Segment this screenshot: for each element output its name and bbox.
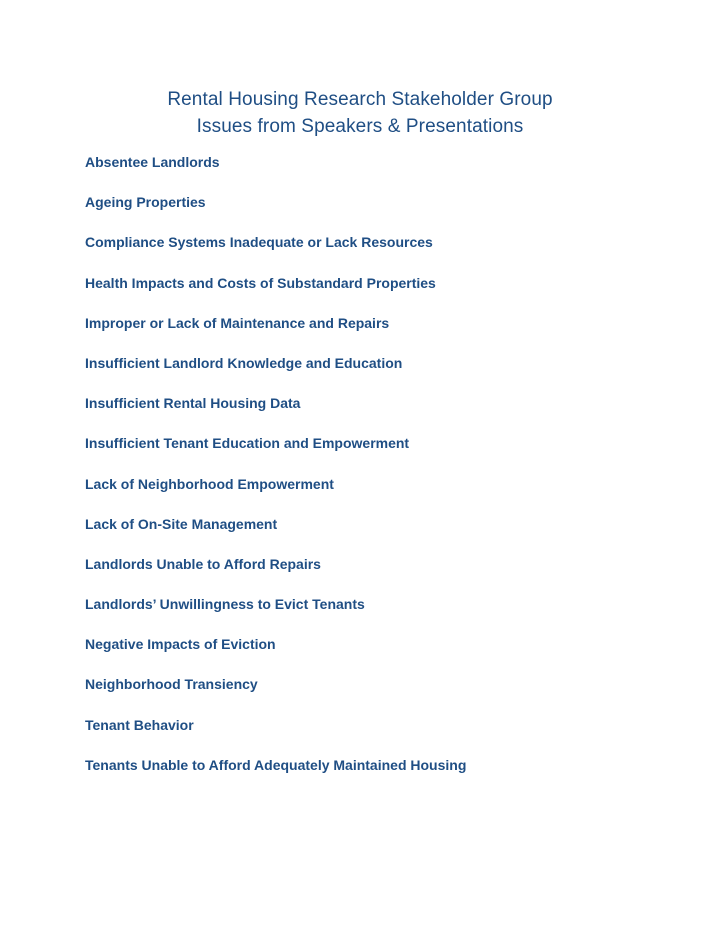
document-title — [0, 86, 720, 140]
issue-item: Improper or Lack of Maintenance and Repairs — [85, 314, 390, 331]
issue-item: Insufficient Tenant Education and Empowerment — [85, 435, 410, 452]
issue-item: Lack of Neighborhood Empowerment — [85, 475, 334, 492]
title-line-2: Issues from Speakers & Presentations — [196, 116, 524, 137]
issue-item: Insufficient Rental Housing Data — [85, 395, 301, 412]
issue-item: Tenants Unable to Afford Adequately Maintained Housing — [85, 756, 467, 773]
issue-item: Negative Impacts of Eviction — [85, 636, 276, 653]
issue-item: Ageing Properties — [85, 194, 206, 211]
issues-list — [85, 154, 466, 797]
issue-item: Insufficient Landlord Knowledge and Education — [85, 354, 403, 371]
issue-item: Neighborhood Transiency — [85, 676, 258, 693]
issue-item: Tenant Behavior — [85, 716, 194, 733]
issue-item: Landlords Unable to Afford Repairs — [85, 555, 321, 572]
issue-item: Compliance Systems Inadequate or Lack Resources — [85, 234, 433, 251]
issue-item: Lack of On-Site Management — [85, 515, 278, 532]
issue-item: Absentee Landlords — [85, 154, 220, 170]
title-line-1: Rental Housing Research Stakeholder Group — [167, 89, 553, 110]
issue-item: Landlords’ Unwillingness to Evict Tenants — [85, 596, 365, 613]
issue-item: Health Impacts and Costs of Substandard Properties — [85, 274, 436, 291]
